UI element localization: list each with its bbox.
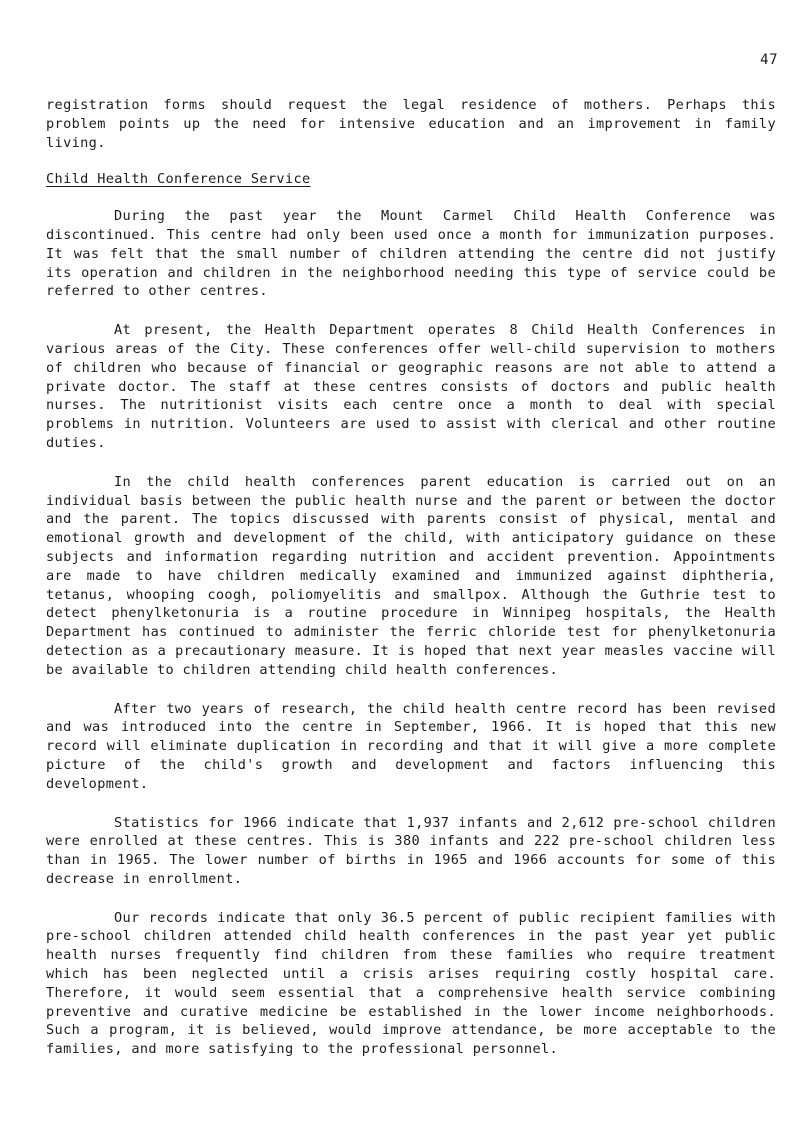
section-heading: Child Health Conference Service xyxy=(46,171,311,188)
paragraph-statistics: Statistics for 1966 indicate that 1,937 infants and 2,612 pre-school children were enrolled at these centres. This is 380 infants and 222 pre-school children less than in 1965. The lower number of births in 1965 and 1966 accounts for some of this decrease in enrollment. xyxy=(46,814,776,887)
section-heading-wrap xyxy=(46,170,776,189)
page-number: 47 xyxy=(760,52,778,68)
paragraph-public-recipient-families: Our records indicate that only 36.5 percent of public recipient families with pre-school children attended child health conferences in the past year yet public health nurses frequently find children from these families who require treatment which has been neglected until a crisis arises requiring costly hospital care. Therefore, it would seem essential that a comprehensive health service combining preventive and curative medicine be established in the lower income neighborhoods. Such a program, it is believed, would improve attendance, be more acceptable to the families, and more satisfying to the professional personnel. xyxy=(46,909,776,1058)
paragraph-mount-carmel: During the past year the Mount Carmel Child Health Conference was discontinued. This centre had only been used once a month for immunization purposes. It was felt that the small number of children attending the centre did not justify its operation and children in the neighborhood needing this type of service could be referred to other centres. xyxy=(46,208,776,300)
paragraph-record-revision: After two years of research, the child health centre record has been revised and was introduced into the centre in September, 1966. It is hoped that this new record will eliminate duplication in recording and that it will give a more complete picture of the child's growth and development and factors influencing this development. xyxy=(46,700,776,792)
intro-paragraph: registration forms should request the legal residence of mothers. Perhaps this problem points up the need for intensive education and an improvement in family living. xyxy=(46,97,776,151)
page-content xyxy=(46,96,776,1059)
paragraph-conferences-overview: At present, the Health Department operates 8 Child Health Conferences in various areas of the City. These conferences offer well-child supervision to mothers of children who because of financial or geographic reasons are not able to attend a private doctor. The staff at these centres consists of doctors and public health nurses. The nutritionist visits each centre once a month to deal with special problems in nutrition. Volunteers are used to assist with clerical and other routine duties. xyxy=(46,322,776,451)
paragraph-parent-education: In the child health conferences parent education is carried out on an individual basis between the public health nurse and the parent or between the doctor and the parent. The topics discussed with parents consist of physical, mental and emotional growth and development of the child, with anticipatory guidance on these subjects and information regarding nutrition and accident prevention. Appointments are made to have children medically examined and immunized against diphtheria, tetanus, whooping coogh, poliomyelitis and smallpox. Although the Guthrie test to detect phenylketonuria is a routine procedure in Winnipeg hospitals, the Health Department has continued to administer the ferric chloride test for phenylketonuria detection as a precautionary measure. It is hoped that next year measles vaccine will be available to children attending child health conferences. xyxy=(46,473,776,678)
